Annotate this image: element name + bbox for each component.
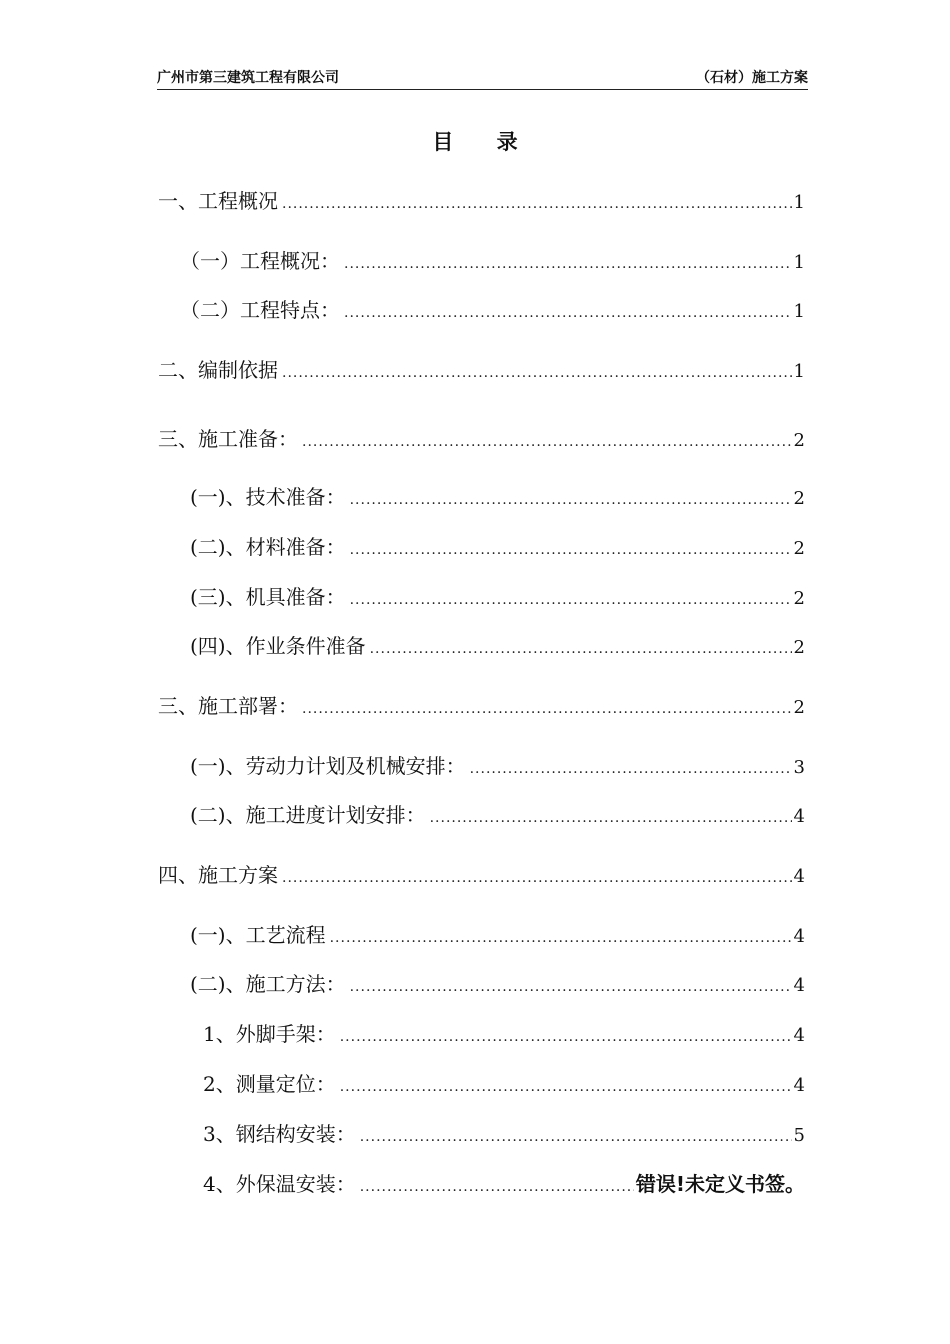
toc-entry-page: 2 bbox=[793, 697, 805, 718]
toc-entry-page: 4 bbox=[793, 1075, 805, 1096]
toc-leader-dots bbox=[350, 979, 792, 995]
toc-entry-label: 三、施工部署： bbox=[158, 694, 298, 718]
toc-entry-label: 3、钢结构安装： bbox=[203, 1122, 356, 1146]
toc-entry[interactable] bbox=[190, 481, 805, 511]
toc-leader-dots bbox=[430, 810, 792, 826]
toc-entry-label: 2、测量定位： bbox=[203, 1072, 336, 1096]
toc-entry-label: (一)、工艺流程 bbox=[190, 923, 326, 947]
toc-entry-label: 三、施工准备： bbox=[158, 427, 298, 451]
toc-entry-label: 1、外脚手架： bbox=[203, 1022, 336, 1046]
toc-leader-dots bbox=[370, 641, 792, 657]
toc-entry[interactable] bbox=[203, 1118, 805, 1148]
toc-entry-page: 2 bbox=[793, 538, 805, 559]
toc-entry-page: 1 bbox=[793, 192, 805, 213]
toc-entry-label: (四)、作业条件准备 bbox=[190, 634, 366, 658]
toc-entry-label: 四、施工方案 bbox=[158, 863, 278, 887]
toc-entry-page: 1 bbox=[793, 252, 805, 273]
toc-entry-page: 4 bbox=[793, 806, 805, 827]
toc-entry-label: 一、工程概况 bbox=[158, 189, 278, 213]
toc-entry-page: 2 bbox=[793, 430, 805, 451]
toc-entry-label: （二）工程特点： bbox=[180, 298, 340, 322]
toc-entry-page: 2 bbox=[793, 488, 805, 509]
toc-entry[interactable] bbox=[203, 1068, 805, 1098]
toc-entry-label: （一）工程概况： bbox=[180, 249, 340, 273]
toc-entry-error-text: 错误!未定义书签。 bbox=[635, 1172, 805, 1196]
toc-entry[interactable] bbox=[190, 630, 805, 660]
toc-leader-dots bbox=[302, 434, 792, 450]
toc-leader-dots bbox=[350, 542, 792, 558]
toc-entry[interactable] bbox=[190, 799, 805, 829]
toc-entry[interactable] bbox=[203, 1168, 805, 1198]
toc-leader-dots bbox=[350, 492, 792, 508]
toc-entry[interactable] bbox=[180, 245, 805, 275]
toc-title: 目 录 bbox=[432, 130, 536, 154]
toc-leader-dots bbox=[344, 256, 792, 272]
toc-entry-label: (二)、施工方法： bbox=[190, 972, 346, 996]
toc-entry[interactable] bbox=[180, 294, 805, 324]
toc-entry-page: 1 bbox=[793, 301, 805, 322]
toc-entry[interactable] bbox=[158, 859, 805, 889]
toc-entry-page: 4 bbox=[793, 975, 805, 996]
toc-entry-page: 5 bbox=[793, 1125, 805, 1146]
toc-entry[interactable] bbox=[190, 581, 805, 611]
toc-entry-page: 1 bbox=[793, 361, 805, 382]
toc-entry[interactable] bbox=[190, 750, 805, 780]
toc-entry[interactable] bbox=[158, 354, 805, 384]
toc-entry-page: 3 bbox=[793, 757, 805, 778]
toc-entry-page: 4 bbox=[793, 1025, 805, 1046]
toc-entry-label: (二)、材料准备： bbox=[190, 535, 346, 559]
toc-entry-page: 2 bbox=[793, 637, 805, 658]
toc-leader-dots bbox=[282, 365, 792, 381]
toc-entry[interactable] bbox=[203, 1018, 805, 1048]
toc-entry-page: 4 bbox=[793, 866, 805, 887]
toc-entry[interactable] bbox=[190, 919, 805, 949]
page-header bbox=[157, 66, 808, 90]
toc-entry-page: 2 bbox=[793, 588, 805, 609]
toc-entry-label: (二)、施工进度计划安排： bbox=[190, 803, 426, 827]
header-company: 广州市第三建筑工程有限公司 bbox=[157, 70, 339, 86]
toc-entry[interactable] bbox=[158, 185, 805, 215]
toc-entry[interactable] bbox=[158, 690, 805, 720]
toc-entry-label: (一)、劳动力计划及机械安排： bbox=[190, 754, 466, 778]
toc-entry[interactable] bbox=[158, 423, 805, 453]
toc-leader-dots bbox=[330, 930, 792, 946]
toc-entry-label: (一)、技术准备： bbox=[190, 485, 346, 509]
toc-leader-dots bbox=[470, 761, 792, 777]
toc-entry-page: 4 bbox=[793, 926, 805, 947]
toc-leader-dots bbox=[360, 1179, 634, 1195]
toc-leader-dots bbox=[340, 1079, 792, 1095]
toc-entry-label: 4、外保温安装： bbox=[203, 1172, 356, 1196]
toc-leader-dots bbox=[282, 196, 792, 212]
toc-leader-dots bbox=[282, 870, 792, 886]
toc-entry-label: (三)、机具准备： bbox=[190, 585, 346, 609]
toc-leader-dots bbox=[344, 305, 792, 321]
toc-entry[interactable] bbox=[190, 531, 805, 561]
toc-leader-dots bbox=[302, 701, 792, 717]
header-doc-title: （石材）施工方案 bbox=[696, 70, 808, 86]
toc-leader-dots bbox=[360, 1129, 792, 1145]
toc-entry-label: 二、编制依据 bbox=[158, 358, 278, 382]
toc-leader-dots bbox=[340, 1029, 792, 1045]
toc-entry[interactable] bbox=[190, 968, 805, 998]
toc-leader-dots bbox=[350, 592, 792, 608]
